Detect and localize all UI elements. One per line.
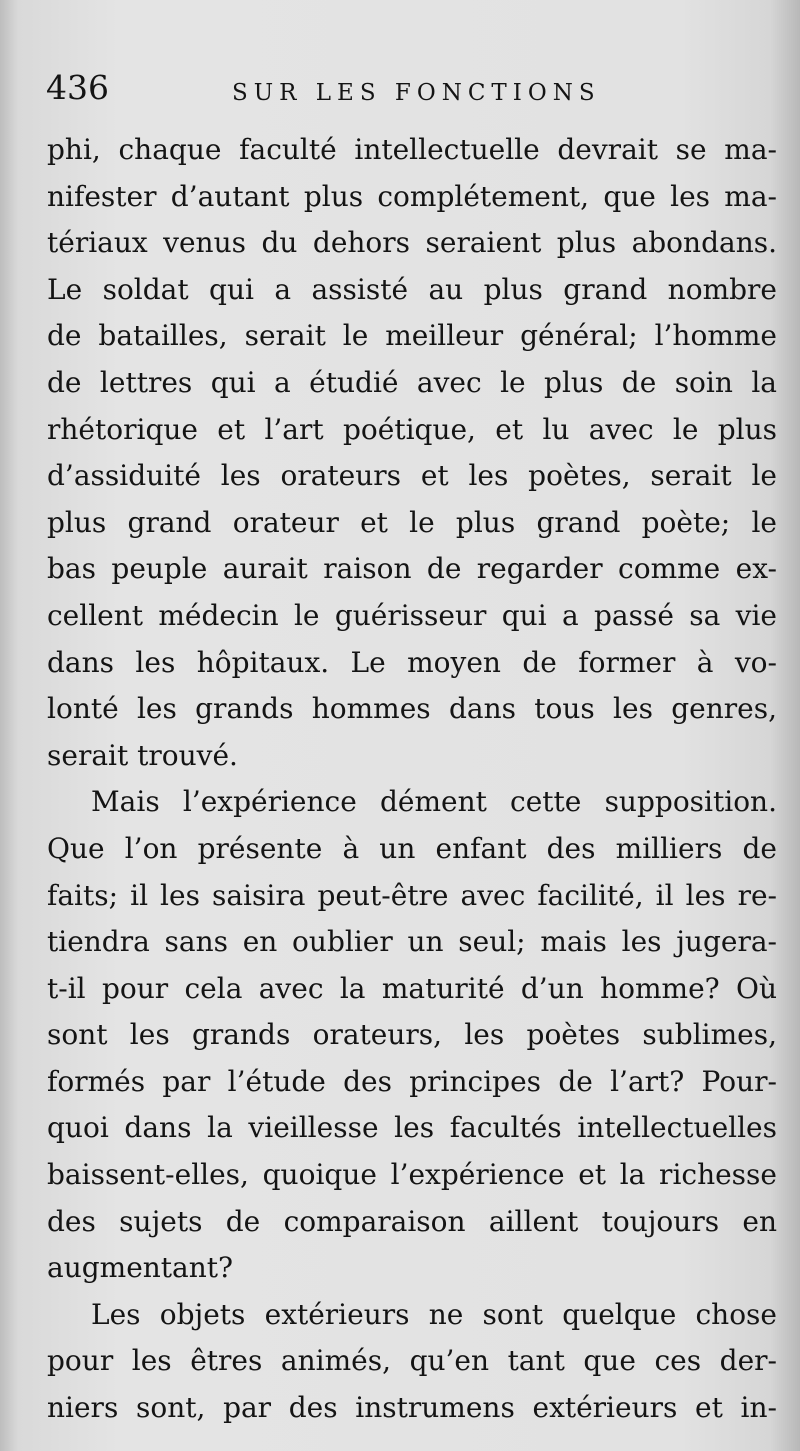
text-line: plus grand orateur et le plus grand poète; le xyxy=(47,505,777,539)
text-line: bas peuple aurait raison de regarder comme ex- xyxy=(47,552,777,586)
text-line: Mais l’expérience dément cette supposition. xyxy=(91,785,777,819)
text-line: lonté les grands hommes dans tous les genres, xyxy=(47,692,777,726)
text-line: tériaux venus du dehors seraient plus abondans. xyxy=(47,226,777,260)
text-line: dans les hôpitaux. Le moyen de former à vo- xyxy=(47,645,777,679)
text-line: Les objets extérieurs ne sont quelque chose xyxy=(91,1297,777,1331)
text-line: tiendra sans en oublier un seul; mais les jugera- xyxy=(47,925,777,959)
text-line: cellent médecin le guérisseur qui a passé sa vie xyxy=(47,598,777,632)
text-line: t-il pour cela avec la maturité d’un homme? Où xyxy=(47,971,777,1005)
page-number: 436 xyxy=(46,68,109,107)
text-line: Que l’on présente à un enfant des milliers de xyxy=(47,831,777,865)
paragraph-continuation xyxy=(47,127,777,779)
text-line: formés par l’étude des principes de l’art? Pour- xyxy=(47,1064,777,1098)
text-line: niers sont, par des instrumens extérieurs et in- xyxy=(47,1391,777,1425)
text-line: sont les grands orateurs, les poètes sublimes, xyxy=(47,1018,777,1052)
text-line: faits; il les saisira peut-être avec facilité, il les re- xyxy=(47,878,777,912)
page-header xyxy=(46,62,786,118)
text-line: pour les êtres animés, qu’en tant que ces der- xyxy=(47,1344,777,1378)
text-line: nifester d’autant plus complétement, que les ma- xyxy=(47,179,777,213)
body-text xyxy=(47,127,777,1432)
text-line: phi, chaque faculté intellectuelle devrait se ma- xyxy=(47,133,777,166)
running-title: SUR LES FONCTIONS xyxy=(232,80,601,106)
text-line: d’assiduité les orateurs et les poètes, serait le xyxy=(47,459,777,493)
paragraph-external-objects xyxy=(47,1292,777,1432)
text-line: quoi dans la vieillesse les facultés intellectuelles xyxy=(47,1111,777,1145)
text-line: des sujets de comparaison aillent toujours en xyxy=(47,1204,777,1238)
text-line: de lettres qui a étudié avec le plus de soin la xyxy=(47,365,777,399)
text-line: augmentant? xyxy=(47,1251,234,1285)
text-line: baissent-elles, quoique l’expérience et la richesse xyxy=(47,1158,777,1192)
text-line: de batailles, serait le meilleur général; l’homme xyxy=(47,319,777,353)
text-line: Le soldat qui a assisté au plus grand nombre xyxy=(47,272,777,306)
text-line: rhétorique et l’art poétique, et lu avec le plus xyxy=(47,412,777,446)
paragraph-experience xyxy=(47,779,777,1292)
text-line: serait trouvé. xyxy=(47,738,238,772)
